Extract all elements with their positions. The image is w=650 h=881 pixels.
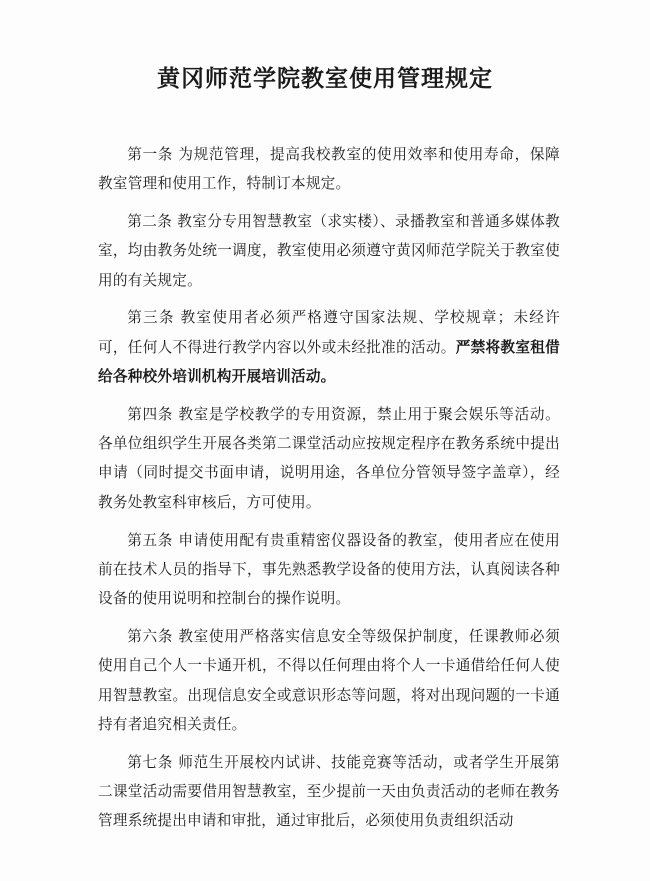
document-title: 黄冈师范学院教室使用管理规定 [157,65,493,92]
article-text: 第三条 教室使用者必须严格遵守国家法规、学校规章；未经许可，任何人不得进行教学内容以外或未经批准的活动。 [98,309,560,356]
article-6 [98,622,560,739]
article-3 [98,303,560,391]
article-text: 第四条 教室是学校教学的专用资源，禁止用于聚会娱乐等活动。各单位组织学生开展各类第二课堂活动应按规定程序在教务系统中提出申请（同时提交书面申请，说明用途，各单位分管领导签字盖章），经教务处教室科审核后，方可使用。 [98,405,560,511]
article-text: 第二条 教室分专用智慧教室（求实楼）、录播教室和普通多媒体教室，均由教务处统一调度，教室使用必须遵守黄冈师范学院关于教室使用的有关规定。 [98,213,560,289]
article-text: 第五条 申请使用配有贵重精密仪器设备的教室，使用者应在使用前在技术人员的指导下，事先熟悉教学设备的使用方法，认真阅读各种设备的使用说明和控制台的操作说明。 [98,531,560,608]
article-text: 第七条 师范生开展校内试讲、技能竞赛等活动，或者学生开展第二课堂活动需要借用智慧教室，至少提前一天由负责活动的老师在教务管理系统提出申请和审批，通过审批后，必须使用负责组织活动 [98,753,560,830]
article-5 [98,526,560,614]
article-4 [98,400,560,517]
article-1 [98,140,560,199]
article-emphasis: 严禁将教室租借给各种校外培训机构开展培训活动。 [98,338,560,386]
article-2 [98,207,560,295]
article-text: 第六条 教室使用严格落实信息安全等级保护制度，任课教师必须使用自己个人一卡通开机，不得以任何理由将个人一卡通借给任何人使用智慧教室。出现信息安全或意识形态等问题，将对出现问题的一卡通持有者追究相关责任。 [98,627,560,733]
article-7 [98,748,560,836]
article-text: 第一条 为规范管理，提高我校教室的使用效率和使用寿命，保障教室管理和使用工作，特制订本规定。 [98,146,560,193]
document-body [98,140,560,844]
